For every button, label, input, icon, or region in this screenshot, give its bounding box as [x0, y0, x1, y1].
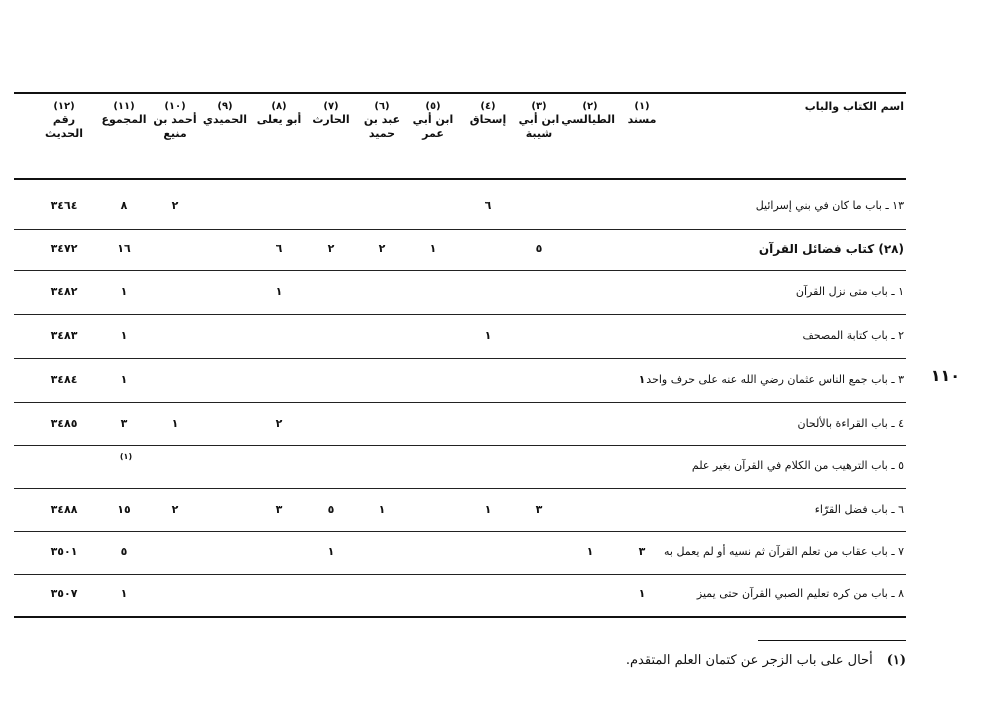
- title-column-header: اسم الكتاب والباب: [804, 100, 904, 113]
- row-label: ٦ ـ باب فضل القرّاء: [814, 503, 904, 516]
- table-cell: ٣٤٨٥: [50, 417, 78, 430]
- column-header: [463, 100, 513, 127]
- row-label: ٨ ـ باب من كره تعليم الصبي القرآن حتى يميز: [696, 587, 904, 600]
- table-cell: ١: [120, 373, 128, 386]
- table-cell: ٢: [171, 199, 179, 212]
- column-label: ابن أبي شيبة: [518, 113, 560, 140]
- table-cell: ١: [638, 373, 646, 386]
- table-cell: ٢: [378, 242, 386, 255]
- table-rule: [14, 92, 906, 94]
- table-cell: ٣٤٦٤: [50, 199, 78, 212]
- row-label: ٢ ـ باب كتابة المصحف: [802, 329, 904, 342]
- table-cell: ٣: [535, 503, 543, 516]
- table-rule: [14, 488, 906, 489]
- table-rule: [14, 574, 906, 575]
- table-cell: ٣٤٨٣: [50, 329, 78, 342]
- row-label: ٧ ـ باب عقاب من تعلم القرآن ثم نسيه أو لم يعمل به: [663, 545, 904, 558]
- column-number: (١٠): [164, 101, 186, 112]
- table-cell: ٣٤٨٤: [50, 373, 78, 386]
- column-number: (١١): [113, 101, 135, 112]
- table-rule: [14, 314, 906, 315]
- column-number: (٥): [425, 101, 441, 112]
- table-cell: ٥: [120, 545, 128, 558]
- table-cell: ٦: [484, 199, 492, 212]
- table-cell: ٣: [120, 417, 128, 430]
- table-cell: ٢: [171, 503, 179, 516]
- column-number: (٣): [531, 101, 547, 112]
- table-cell: ١٥: [117, 503, 131, 516]
- column-label: الحميدي: [202, 113, 248, 126]
- footnote-text: أحال على باب الزجر عن كتمان العلم المتقدم.: [625, 653, 873, 668]
- table-cell: ١: [327, 545, 335, 558]
- column-header: [408, 100, 458, 141]
- column-number: (١): [634, 101, 650, 112]
- table-cell: ١: [120, 587, 128, 600]
- column-label: رقم الحديث: [45, 113, 83, 140]
- footnote-separator: [758, 640, 906, 641]
- table-cell: ٣٤٧٢: [50, 242, 78, 255]
- table-rule: [14, 445, 906, 446]
- table-cell: ١٦: [117, 242, 131, 255]
- table-cell: ١: [586, 545, 594, 558]
- table-cell: ١: [429, 242, 437, 255]
- table-cell: ٣: [275, 503, 283, 516]
- column-number: (٦): [374, 101, 390, 112]
- row5-superscript: (١): [119, 452, 133, 461]
- row-label: ١٣ ـ باب ما كان في بني إسرائيل: [755, 199, 904, 212]
- row-label: ٥ ـ باب الترهيب من الكلام في القرآن بغير علم: [691, 459, 904, 472]
- column-number: (١٢): [53, 101, 75, 112]
- column-label: ابن أبي عمر: [412, 113, 454, 140]
- table-rule: [14, 531, 906, 532]
- column-label: عبد بن حميد: [363, 113, 401, 140]
- table-rule: [14, 178, 906, 180]
- table-rule: [14, 616, 906, 618]
- table-cell: ٢: [275, 417, 283, 430]
- column-label: أحمد بن منيع: [153, 113, 197, 140]
- table-cell: ١: [120, 285, 128, 298]
- row-label: (٢٨) كتاب فضائل القرآن: [758, 242, 904, 256]
- table-cell: ٣: [638, 545, 646, 558]
- table-cell: ١: [171, 417, 179, 430]
- table-cell: ٣٤٨٨: [50, 503, 78, 516]
- column-header: [39, 100, 89, 141]
- row-label: ٣ ـ باب جمع الناس عثمان رضي الله عنه على حرف واحد: [646, 373, 904, 386]
- table-rule: [14, 402, 906, 403]
- table-cell: ٣٤٨٢: [50, 285, 78, 298]
- table-cell: ٣٥٠١: [50, 545, 78, 558]
- table-cell: ١: [275, 285, 283, 298]
- column-header: [99, 100, 149, 127]
- column-number: (٧): [323, 101, 339, 112]
- column-header: [514, 100, 564, 141]
- column-number: (٢): [582, 101, 598, 112]
- column-number: (٩): [217, 101, 233, 112]
- table-cell: ٥: [327, 503, 335, 516]
- table-cell: ١: [484, 329, 492, 342]
- table-cell: ١: [484, 503, 492, 516]
- table-cell: ٢: [327, 242, 335, 255]
- column-header: [200, 100, 250, 127]
- column-header: [306, 100, 356, 127]
- column-label: إسحاق: [469, 113, 507, 126]
- column-number: (٨): [271, 101, 287, 112]
- column-header: [617, 100, 667, 127]
- column-label: الطيالسي: [561, 113, 615, 126]
- table-cell: ٥: [535, 242, 543, 255]
- column-label: المجموع: [101, 113, 147, 126]
- column-header: [254, 100, 304, 127]
- column-header: [357, 100, 407, 141]
- table-cell: ١: [638, 587, 646, 600]
- column-header: [561, 100, 615, 127]
- margin-marker: ١١٠: [930, 366, 960, 385]
- footnote-number: (١): [886, 653, 906, 668]
- table-rule: [14, 229, 906, 230]
- row-label: ١ ـ باب متى نزل القرآن: [795, 285, 904, 298]
- table-rule: [14, 358, 906, 359]
- table-cell: ٣٥٠٧: [50, 587, 78, 600]
- row-label: ٤ ـ باب القراءة بالألحان: [797, 417, 904, 430]
- column-label: الحارث: [312, 113, 350, 126]
- table-cell: ٨: [120, 199, 128, 212]
- footnote: [306, 652, 906, 670]
- table-cell: ١: [120, 329, 128, 342]
- column-label: مسند: [627, 113, 657, 126]
- column-header: [150, 100, 200, 141]
- column-number: (٤): [480, 101, 496, 112]
- column-label: أبو يعلى: [256, 113, 302, 126]
- table-cell: ٦: [275, 242, 283, 255]
- table-rule: [14, 270, 906, 271]
- table-cell: ١: [378, 503, 386, 516]
